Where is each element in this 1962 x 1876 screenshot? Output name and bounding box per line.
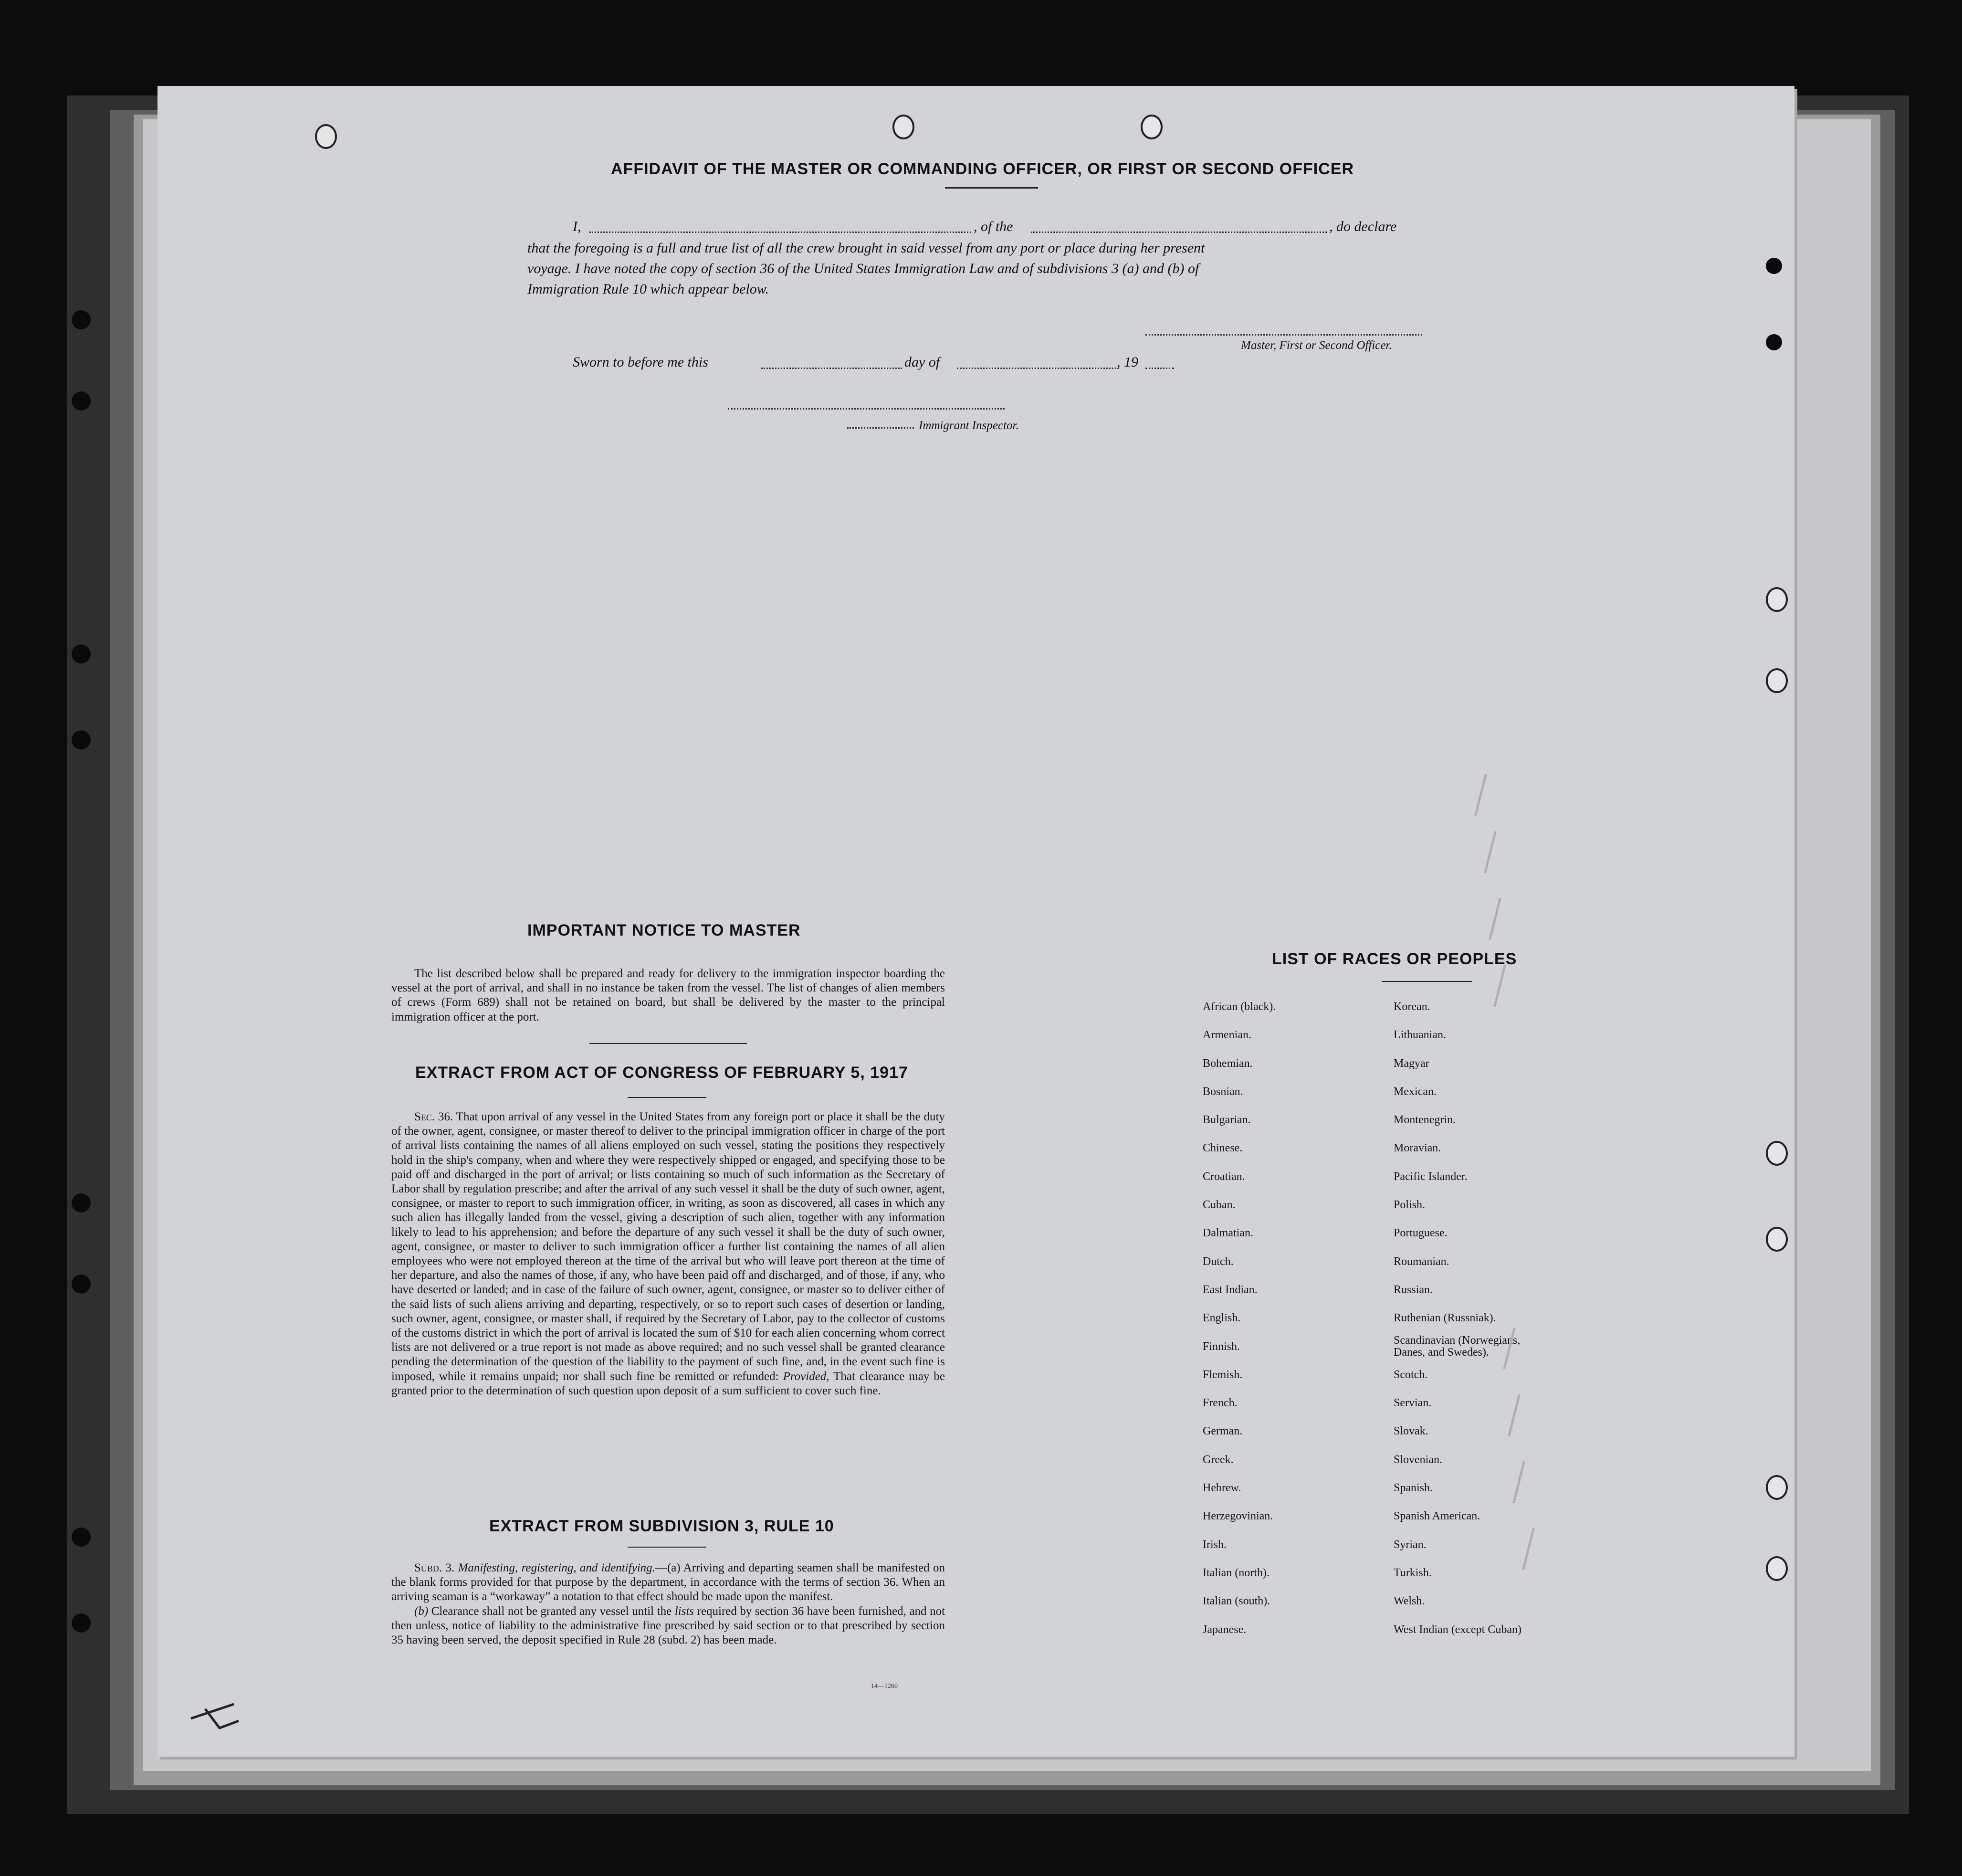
race-item: Chinese. (1203, 1142, 1243, 1155)
inspector-short-line (847, 427, 914, 429)
binder-hole (72, 644, 91, 664)
binder-hole (1766, 258, 1782, 274)
affidavit-line-2: that the foregoing is a full and true list of all the crew brought in said vessel from any port or place during her present (527, 240, 1205, 256)
race-item: Italian (south). (1203, 1595, 1270, 1608)
race-item: French. (1203, 1397, 1238, 1410)
rule-extract-title: EXTRACT FROM SUBDIVISION 3, RULE 10 (489, 1517, 834, 1535)
race-item: Spanish. (1394, 1482, 1433, 1495)
para-b-label: (b) (414, 1604, 429, 1618)
handwritten-tick (1474, 774, 1487, 816)
race-item: Cuban. (1203, 1199, 1236, 1212)
subd-label: Subd. 3. (414, 1561, 455, 1574)
punch-hole (1766, 1475, 1788, 1500)
inspector-signature-line (728, 408, 1005, 410)
para-b-text-2: required by section 36 have been furnished, and not then unless, notice of liability to the administrative fine prescribed by said section or to that prescribed by section 35 having been served, the deposit specified in Rule 28 (subd. 2) has been made. (391, 1604, 945, 1647)
race-item: Dalmatian. (1203, 1227, 1253, 1240)
name-blank (589, 232, 971, 233)
race-item: Slovenian. (1394, 1453, 1442, 1466)
handwritten-tick (1522, 1528, 1535, 1570)
race-item: Magyar (1394, 1057, 1429, 1070)
form-number: 14—1260 (871, 1683, 898, 1690)
race-item: Hebrew. (1203, 1482, 1241, 1495)
punch-hole (1766, 1141, 1788, 1166)
sworn-day-blank (761, 368, 902, 369)
race-item: Italian (north). (1203, 1566, 1270, 1579)
act-extract-title: EXTRACT FROM ACT OF CONGRESS OF FEBRUARY 5, 1917 (415, 1064, 908, 1082)
race-item: Bohemian. (1203, 1057, 1253, 1070)
affidavit-title: AFFIDAVIT OF THE MASTER OR COMMANDING OFFICER, OR FIRST OR SECOND OFFICER (611, 160, 1354, 178)
notice-title: IMPORTANT NOTICE TO MASTER (527, 921, 801, 939)
notice-paragraph: The list described below shall be prepared and ready for delivery to the immigration inspector boarding the vessel at the port of arrival, and shall in no instance be taken from the vessel. The list of changes of alien members of crews (Form 689) shall not be retained on board, but shall be delivered by the master to the principal immigration officer at the port. (391, 967, 945, 1023)
punch-hole (1766, 1227, 1788, 1252)
race-item: Spanish American. (1394, 1510, 1480, 1523)
binder-hole (72, 391, 91, 411)
sec-label: Sec. 36. (414, 1110, 453, 1123)
master-signature-label: Master, First or Second Officer. (1241, 339, 1392, 352)
sworn-year-blank (1145, 368, 1174, 369)
race-item: Lithuanian. (1394, 1029, 1446, 1042)
subd-heading: Manifesting, registering, and identifying. (458, 1561, 655, 1574)
race-item: Montenegrin. (1394, 1114, 1456, 1127)
race-item: Moravian. (1394, 1142, 1441, 1155)
inspector-signature-label: Immigrant Inspector. (919, 419, 1019, 432)
races-left-column (1203, 993, 1276, 1644)
race-item: Roumanian. (1394, 1255, 1449, 1268)
para-b-text-1: Clearance shall not be granted any vessel until the (431, 1604, 672, 1618)
race-item: African (black). (1203, 1001, 1276, 1013)
race-item: German. (1203, 1425, 1243, 1438)
race-item: East Indian. (1203, 1283, 1258, 1296)
handwritten-tick (1484, 831, 1497, 874)
race-item: Pacific Islander. (1394, 1170, 1468, 1183)
affidavit-declare: , do declare (1329, 219, 1397, 234)
sworn-year: , 19 (1117, 354, 1138, 370)
notice-text (391, 967, 945, 1024)
rule-extract-text (391, 1561, 945, 1647)
sworn-month-blank (957, 368, 1119, 369)
section-divider (628, 1097, 706, 1098)
punch-hole (1766, 587, 1788, 612)
race-item: Turkish. (1394, 1566, 1432, 1579)
race-item: Korean. (1394, 1001, 1430, 1013)
sec-36-text: That upon arrival of any vessel in the United States from any foreign port or place it shall be the duty of the owner, agent, consignee, or master thereof to deliver to the principal immigration officer in charge of the port of arrival lists containing the names of all aliens employed on such vessel, stating the positions they respectively hold in the ship's company, when and where they were respectively shipped or engaged, and specifying those to be paid off and discharged in the port of arrival; or lists containing so much of such information as the Secretary of Labor shall by regulation prescribe; and after the arrival of any such vessel it shall be the duty of such owner, agent, consignee, or master to report to such immigration officer, in writing, as soon as discovered, all cases in which any such alien has illegally landed from the vessel, giving a description of such alien, together with any information likely to lead to his apprehension; and before the departure of any such vessel it shall be the duty of such owner, agent, consignee, or master to deliver to such immigration officer a further list containing the names of all alien employees who were not employed thereon at the time of the arrival but who will leave port thereon at the time of her departure, and also the names of those, if any, who have been paid off and discharged, and of those, if any, who have deserted or landed; and in case of the failure of such owner, agent, consignee, or master so to deliver either of the said lists of such aliens arriving and departing, respectively, or so to report such cases of desertion or landing, such owner, agent, consignee, or master shall, if required by the Secretary of Labor, pay to the collector of customs of the customs district in which the port of arrival is located the sum of $10 for each alien concerning whom correct lists are not delivered or a true report is not made as above required; and no such vessel shall be granted clearance pending the determination of the question of the liability to the payment of such fine, and, in the event such fine is imposed, while it remains unpaid; nor shall such fine be remitted or refunded: (391, 1110, 945, 1383)
race-item: Finnish. (1203, 1340, 1240, 1353)
race-item: Bosnian. (1203, 1085, 1243, 1098)
race-item: Syrian. (1394, 1538, 1427, 1551)
race-item: Japanese. (1203, 1623, 1247, 1636)
race-item: Dutch. (1203, 1255, 1234, 1268)
race-item: Scandinavian (Norwegians, Danes, and Swedes). (1394, 1334, 1521, 1359)
section-divider (589, 1043, 747, 1044)
race-item: Ruthenian (Russniak). (1394, 1312, 1496, 1325)
para-a-label: —(a) (655, 1561, 681, 1574)
affidavit-line-3: voyage. I have noted the copy of section 36 of the United States Immigration Law and of subdivisions 3 (a) and (b) of (527, 261, 1199, 276)
race-item: Flemish. (1203, 1368, 1243, 1381)
race-item: English. (1203, 1312, 1241, 1325)
para-b-lists: lists (674, 1604, 694, 1618)
races-right-column (1394, 993, 1521, 1644)
race-item: Bulgarian. (1203, 1114, 1251, 1127)
race-item: Polish. (1394, 1199, 1426, 1212)
races-underline (1382, 981, 1472, 982)
race-item: Armenian. (1203, 1029, 1251, 1042)
binder-hole (72, 1528, 91, 1547)
race-item: Russian. (1394, 1283, 1433, 1296)
vessel-blank (1031, 232, 1327, 233)
race-item: Irish. (1203, 1538, 1227, 1551)
race-item: Croatian. (1203, 1170, 1245, 1183)
binder-hole (72, 1275, 91, 1294)
master-signature-line (1145, 334, 1422, 336)
punch-hole (1141, 115, 1163, 139)
race-item: West Indian (except Cuban) (1394, 1623, 1521, 1636)
punch-hole (1766, 1556, 1788, 1581)
race-item: Welsh. (1394, 1595, 1425, 1608)
races-title: LIST OF RACES OR PEOPLES (1272, 950, 1517, 968)
race-item: Scotch. (1394, 1368, 1428, 1381)
punch-hole (315, 124, 337, 149)
affidavit-of-the: , of the (974, 219, 1013, 234)
punch-hole (1766, 668, 1788, 693)
binder-hole (72, 1613, 91, 1633)
affidavit-page (157, 86, 1794, 1757)
affidavit-i: I, (573, 219, 581, 234)
binder-hole (1766, 334, 1782, 350)
affidavit-line-4: Immigration Rule 10 which appear below. (527, 281, 769, 297)
binder-hole (72, 1193, 91, 1212)
race-item: Portuguese. (1394, 1227, 1448, 1240)
binder-hole (72, 730, 91, 749)
sworn-day-of: day of (904, 354, 940, 370)
race-item: Herzegovinian. (1203, 1510, 1273, 1523)
proviso-label: Provided, (783, 1370, 829, 1383)
act-extract-text (391, 1110, 945, 1398)
race-item: Servian. (1394, 1397, 1432, 1410)
binder-hole (72, 310, 91, 329)
race-item: Mexican. (1394, 1085, 1437, 1098)
race-item: Greek. (1203, 1453, 1234, 1466)
section-divider (628, 1547, 706, 1548)
sworn-prefix: Sworn to before me this (573, 354, 708, 370)
para-a-text: Arriving and departing seamen shall be manifested on the blank forms provided for that purpose by the department, in accordance with the terms of section 36. When an arriving seaman is a “workaway” a notation to that effect should be made upon the manifest. (391, 1561, 945, 1603)
title-underline (945, 187, 1038, 189)
proviso-text: That clearance may be granted prior to the determination of such question upon deposit of a sum sufficient to cover such fine. (391, 1370, 945, 1397)
handwritten-tick (1489, 898, 1501, 940)
handwritten-mark (186, 1695, 243, 1733)
punch-hole (892, 115, 914, 139)
race-item: Slovak. (1394, 1425, 1428, 1438)
